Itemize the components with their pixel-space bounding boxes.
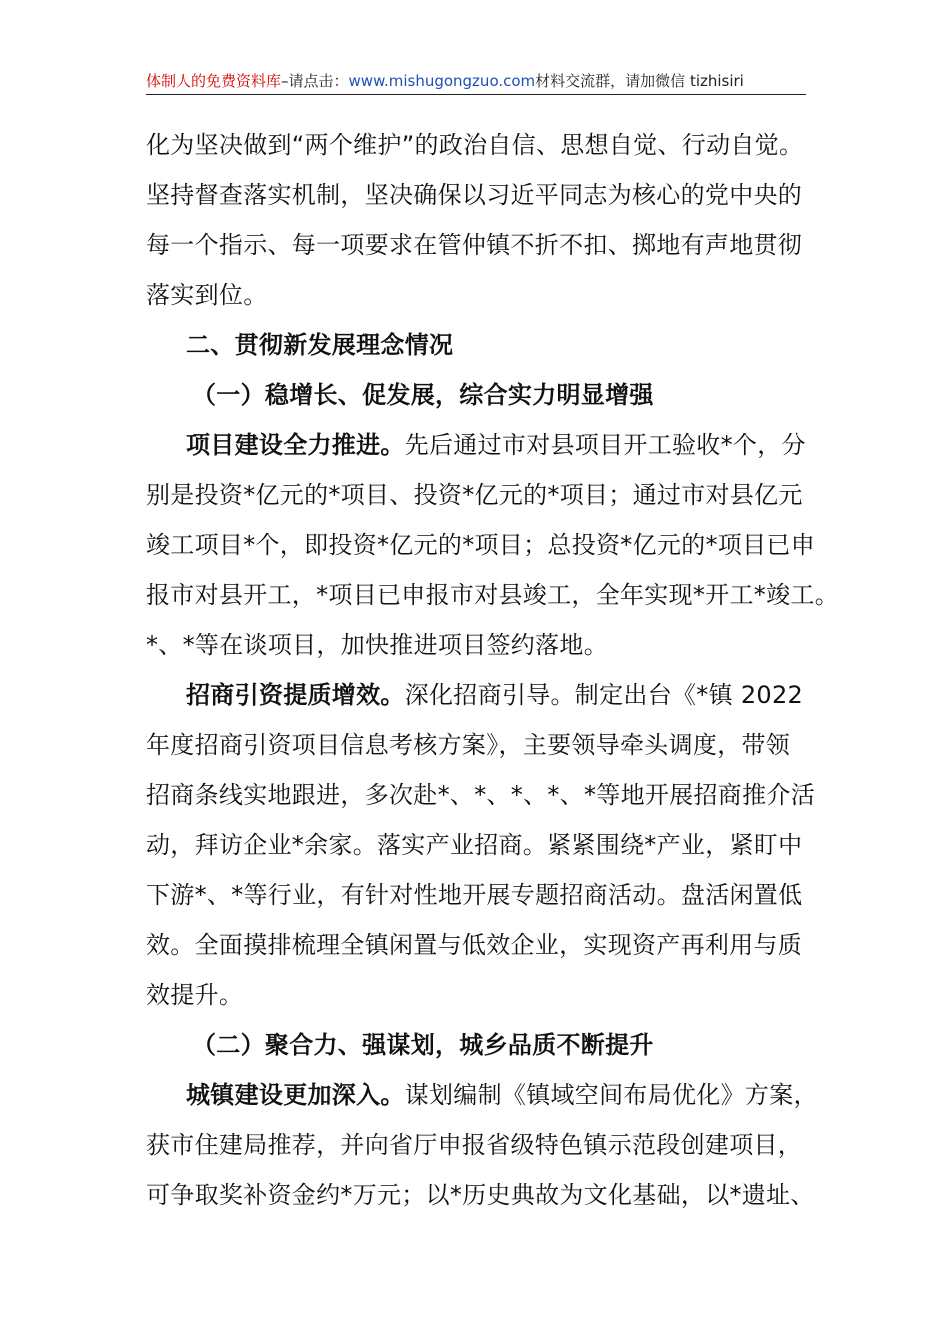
body-line: 动，拜访企业*余家。落实产业招商。紧紧围绕*产业，紧盯中 xyxy=(146,831,803,859)
body-line: *、*等在谈项目，加快推进项目签约落地。 xyxy=(146,631,608,659)
body-line: 下游*、*等行业，有针对性地开展专题招商活动。盘活闲置低 xyxy=(146,881,803,909)
body-line: 每一个指示、每一项要求在管仲镇不折不扣、掷地有声地贯彻 xyxy=(146,231,803,259)
body-line: 报市对县开工，*项目已申报市对县竣工，全年实现*开工*竣工。 xyxy=(146,581,839,609)
section-heading: 二、贯彻新发展理念情况 xyxy=(186,331,454,359)
paragraph-start xyxy=(146,420,816,470)
header-website-link[interactable]: www.mishugongzuo.com xyxy=(348,72,536,90)
body-line: 化为坚决做到“两个维护”的政治自信、思想自觉、行动自觉。 xyxy=(146,131,804,159)
body-line: 效。全面摸排梳理全镇闲置与低效企业，实现资产再利用与质 xyxy=(146,931,803,959)
subsection-heading: （一）稳增长、促发展，综合实力明显增强 xyxy=(192,381,654,409)
paragraph-text: 先后通过市对县项目开工验收*个，分 xyxy=(404,431,806,459)
paragraph-start xyxy=(146,670,816,720)
body-line: 获市住建局推荐，并向省厅申报省级特色镇示范段创建项目， xyxy=(146,1131,803,1159)
body-line: 招商条线实地跟进，多次赴*、*、*、*、*等地开展招商推介活 xyxy=(146,781,815,809)
document-body xyxy=(146,120,839,1220)
body-line: 效提升。 xyxy=(146,981,244,1009)
subsection-heading: （二）聚合力、强谋划，城乡品质不断提升 xyxy=(192,1031,654,1059)
paragraph-lead: 项目建设全力推进。 xyxy=(186,431,405,459)
header-prompt: –请点击： xyxy=(281,72,349,90)
body-line: 年度招商引资项目信息考核方案》，主要领导牵头调度，带领 xyxy=(146,731,791,759)
paragraph-lead: 城镇建设更加深入。 xyxy=(186,1081,405,1109)
body-line: 可争取奖补资金约*万元；以*历史典故为文化基础，以*遗址、 xyxy=(146,1181,815,1209)
header-brand: 体制人的免费资料库 xyxy=(146,72,282,90)
paragraph-text: 深化招商引导。制定出台《*镇 2022 xyxy=(404,681,804,709)
paragraph-lead: 招商引资提质增效。 xyxy=(186,681,405,709)
paragraph-text: 谋划编制《镇域空间布局优化》方案， xyxy=(404,1081,818,1109)
header-contact: 材料交流群，请加微信 tizhisiri xyxy=(535,72,744,90)
page-header xyxy=(146,68,806,95)
body-line: 落实到位。 xyxy=(146,281,268,309)
body-line: 别是投资*亿元的*项目、投资*亿元的*项目；通过市对县亿元 xyxy=(146,481,803,509)
body-line: 竣工项目*个，即投资*亿元的*项目；总投资*亿元的*项目已申 xyxy=(146,531,815,559)
body-line: 坚持督查落实机制，坚决确保以习近平同志为核心的党中央的 xyxy=(146,181,803,209)
paragraph-start xyxy=(146,1070,816,1120)
